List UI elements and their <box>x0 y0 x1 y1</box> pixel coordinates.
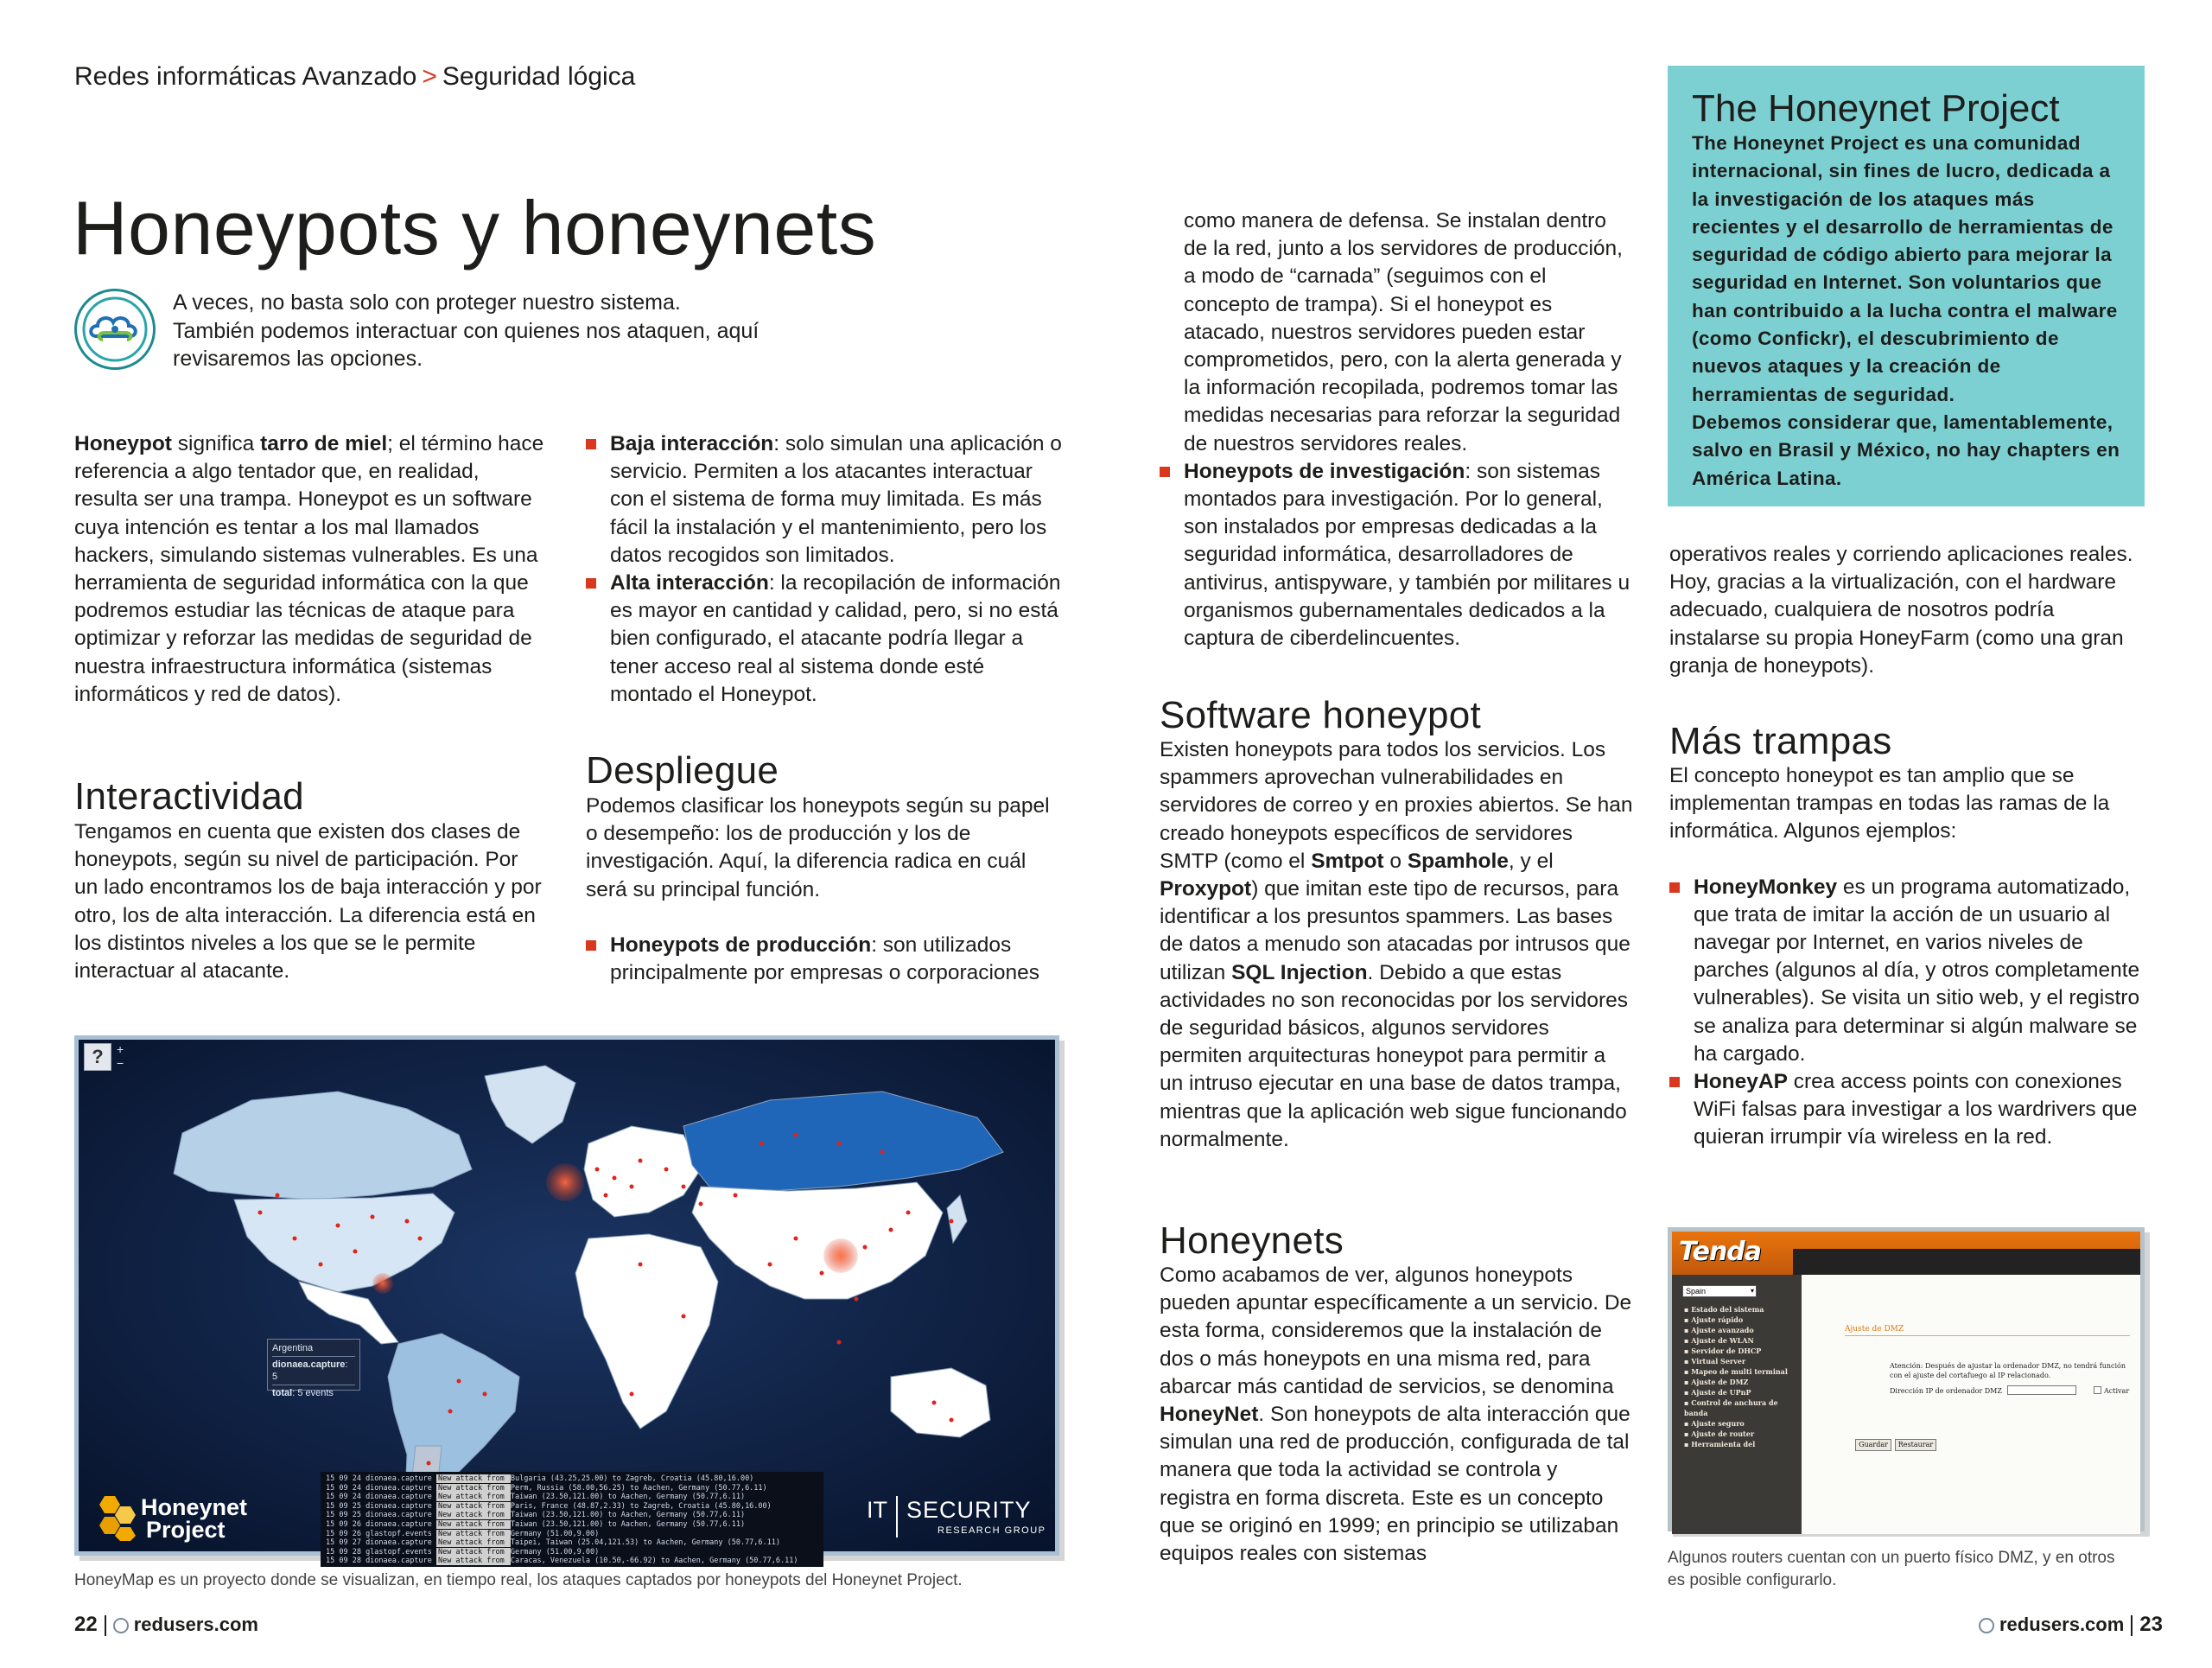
log-time: 15 09 25 <box>326 1511 366 1520</box>
attack-log-row <box>326 1538 818 1548</box>
restaurar-button[interactable]: Restaurar <box>1895 1439 1936 1451</box>
heading-software-honeypot: Software honeypot <box>1160 694 1482 736</box>
log-detail: Germany (51.00,9.00) <box>510 1529 600 1538</box>
breadcrumb-topic: Seguridad lógica <box>442 62 636 91</box>
attack-log-row <box>326 1530 818 1539</box>
sidebar-body: The Honeynet Project es una comunidad internacional, sin fines de lucro, dedicada a la investigación de los ataques más recientes y el desarrollo de herramientas de seguridad de código abierto para mejorar la seguridad en Internet. Son voluntarios que han contribuido a la lucha contra el malware (como Confickr), el descubrimiento de nuevos ataques y la creación de herramientas de seguridad. <box>1692 132 2118 405</box>
language-select[interactable] <box>1682 1285 1757 1297</box>
log-sensor: dionaea.capture <box>365 1519 436 1529</box>
column-1-lower <box>74 818 546 985</box>
guardar-button[interactable]: Guardar <box>1855 1439 1891 1451</box>
text-fragment: es un programa automatizado, que trata de imitar la acción de un usuario al navegar por Internet, en varios niveles de parches (algunos al día, y otros completamente vulnerables). Se visita un sitio web, y el registro se analiza para determinar si algún malware se ha cargado. <box>1694 875 2140 1066</box>
log-event: New attack from <box>437 1483 509 1493</box>
honeycomb-icon <box>92 1494 143 1541</box>
bullet-baja-interaccion <box>586 430 1065 570</box>
router-note: Atención: Después de ajustar la ordenador DMZ, no tendrá función con el ajuste del cortafuego al IP relacionado. <box>1890 1362 2126 1379</box>
router-menu-item[interactable]: ▪ Ajuste seguro <box>1684 1419 1745 1428</box>
tooltip-total-label: total <box>272 1388 293 1398</box>
router-menu-item[interactable]: ▪ Mapeo de multi terminal <box>1684 1367 1788 1376</box>
log-sensor: glastopf.events <box>365 1529 436 1538</box>
map-tooltip <box>267 1339 360 1398</box>
page-number-left: 22 <box>74 1613 98 1636</box>
help-button[interactable]: ? <box>84 1043 111 1071</box>
attack-log-row <box>326 1520 818 1530</box>
heading-mas-trampas: Más trampas <box>1669 720 1892 762</box>
log-time: 15 09 25 <box>326 1501 366 1511</box>
heading-interactividad: Interactividad <box>74 775 304 818</box>
map-caption: HoneyMap es un proyecto donde se visualizan, en tiempo real, los ataques captados por honeypots del Honeynet Project. <box>74 1571 963 1589</box>
term-baja-interaccion: Baja interacción <box>610 432 774 455</box>
router-menu-item[interactable]: ▪ Estado del sistema <box>1684 1305 1764 1314</box>
footer-left <box>74 1613 258 1637</box>
column-3 <box>1160 207 1633 653</box>
log-sensor: dionaea.capture <box>365 1501 436 1511</box>
page-title: Honeypots y honeynets <box>73 185 877 271</box>
log-time: 15 09 28 <box>326 1547 366 1557</box>
zoom-out-button[interactable]: − <box>117 1056 124 1070</box>
honeynet-project-logo <box>92 1491 265 1543</box>
tooltip-total-row <box>272 1387 355 1399</box>
log-event: New attack from <box>437 1547 509 1557</box>
text-fragment: Como acabamos de ver, algunos honeypots pueden apuntar específicamente a un servicio. De esta forma, consideremos que la instalación de dos o más honeypots en una misma red, para abarcar más cantidad de servicios, se denomina <box>1160 1264 1632 1398</box>
language-select-value: Spain <box>1686 1287 1707 1296</box>
footer-site-left: redusers.com <box>133 1614 258 1635</box>
router-menu-item[interactable]: ▪ Ajuste de DMZ <box>1684 1378 1749 1386</box>
sidebar-honeynet-project <box>1668 66 2145 506</box>
attack-log-row <box>326 1557 818 1566</box>
log-event: New attack from <box>437 1529 509 1538</box>
router-menu-item[interactable]: ▪ Ajuste rápido <box>1684 1315 1744 1324</box>
breadcrumb <box>74 62 635 92</box>
attack-hotspot-taiwan <box>823 1238 858 1273</box>
activar-checkbox[interactable] <box>2094 1386 2101 1394</box>
router-menu-item[interactable]: ▪ Ajuste de router <box>1684 1429 1755 1438</box>
footer-divider <box>105 1615 106 1636</box>
text-fragment: : son utilizados principalmente por empresas o corporaciones <box>610 933 1040 985</box>
router-menu-item[interactable]: ▪ Virtual Server <box>1684 1357 1746 1366</box>
text-fragment: significa <box>171 432 261 455</box>
spacer <box>1669 846 2145 874</box>
log-time: 15 09 27 <box>326 1538 366 1548</box>
log-sensor: dionaea.capture <box>365 1483 436 1493</box>
term-honeyap: HoneyAP <box>1694 1070 1788 1094</box>
term-alta-interaccion: Alta interacción <box>610 571 769 595</box>
router-menu-item[interactable]: ▪ Control de anchura de banda <box>1684 1398 1778 1417</box>
zoom-in-button[interactable]: + <box>117 1042 124 1056</box>
term-smtpot: Smtpot <box>1311 849 1384 873</box>
router-screenshot <box>1668 1227 2145 1531</box>
bullet-honeymonkey <box>1669 874 2145 1068</box>
log-event: New attack from <box>437 1519 509 1529</box>
log-detail: Germany (51.00,9.00) <box>510 1547 600 1557</box>
log-detail: Perm, Russia (58.00,56.25) to Aachen, Germany (50.77,6.11) <box>510 1483 767 1493</box>
log-detail: Paris, France (48.87,2.33) to Zagreb, Croatia (45.80,16.00) <box>510 1501 772 1511</box>
it-security-logo <box>867 1496 1052 1546</box>
log-detail: Bulgaria (43.25,25.00) to Zagreb, Croatia (45.80,16.00) <box>510 1474 754 1483</box>
attack-log-row <box>326 1511 818 1520</box>
log-detail: Caracas, Venezuela (10.50,-66.92) to Aachen, Germany (50.77,6.11) <box>510 1557 798 1566</box>
paragraph-despliegue: Podemos clasificar los honeypots según su papel o desempeño: los de producción y los de investigación. Aquí, la diferencia radica en cuál será su principal función. <box>586 794 1050 901</box>
attack-log-row <box>326 1548 818 1557</box>
dmz-ip-label: Dirección IP de ordenador DMZ <box>1890 1387 2002 1395</box>
log-event: New attack from <box>437 1557 509 1566</box>
attack-log-row <box>326 1493 818 1502</box>
tooltip-sensor: dionaea.capture <box>272 1359 346 1370</box>
attack-log[interactable] <box>321 1472 823 1567</box>
logo-line-2: Project <box>146 1517 226 1543</box>
log-event: New attack from <box>437 1474 509 1483</box>
router-panel-title: Ajuste de DMZ <box>1845 1325 1904 1334</box>
term-honeypots-investigacion: Honeypots de investigación <box>1184 459 1465 483</box>
globe-icon <box>113 1618 129 1633</box>
footer-site-right: redusers.com <box>1999 1614 2125 1635</box>
spacer <box>586 904 1065 932</box>
attack-log-row <box>326 1484 818 1493</box>
attack-hotspot-venezuela <box>372 1273 393 1294</box>
log-sensor: dionaea.capture <box>365 1538 436 1548</box>
tooltip-sensor-row <box>272 1359 355 1383</box>
log-time: 15 09 24 <box>326 1493 366 1502</box>
paragraph-honeynets <box>1160 1262 1633 1568</box>
activar-label: Activar <box>2104 1387 2130 1395</box>
term-tarro-de-miel: tarro de miel <box>260 432 388 455</box>
column-3-software <box>1160 736 1633 1154</box>
text-fragment: crea access points con conexiones WiFi falsas para investigar a los wardrivers que quieran irrumpir vía wireless en la red. <box>1694 1070 2138 1149</box>
tooltip-divider <box>272 1356 355 1357</box>
router-caption: Algunos routers cuentan con un puerto físico DMZ, y en otros es posible configurarlo. <box>1668 1549 2115 1589</box>
log-detail: Taipei, Taiwan (25.04,121.53) to Aachen, Germany (50.77,6.11) <box>510 1538 781 1548</box>
router-header-bar <box>1793 1249 2140 1275</box>
router-menu-item[interactable]: ▪ Ajuste de WLAN <box>1684 1336 1754 1345</box>
text-fragment: : la recopilación de información es mayor en cantidad y calidad, pero, si no está bien configurado, el atacante podría llegar a tener acceso real al sistema donde esté montado el Honeypot. <box>610 571 1061 706</box>
log-sensor: glastopf.events <box>365 1547 436 1557</box>
cloud-network-icon <box>74 289 156 370</box>
globe-icon <box>1979 1618 1994 1633</box>
log-detail: Taiwan (23.50,121.00) to Aachen, Germany (50.77,6.11) <box>510 1511 746 1520</box>
breadcrumb-separator: > <box>422 62 437 91</box>
term-proxypot: Proxypot <box>1160 877 1252 901</box>
logo-divider <box>896 1496 898 1537</box>
column-3-honeynets <box>1160 1262 1633 1568</box>
text-fragment: Existen honeypots para todos los servicios. Los spammers aprovechan vulnerabilidades en servidores de correo y en proxies abiertos. Se han creado honeypots específicos de servidores SMTP (como el <box>1160 738 1633 873</box>
text-fragment: ; el término hace referencia a algo tentador que, en realidad, resulta ser una trampa. Honeypot es un software cuya intención es tentar a los mal llamados hackers, simulando sistemas vulnerables. Es una herramienta de seguridad informática con la que podremos estudiar las técnicas de ataque para optimizar y reforzar las medidas de seguridad de nuestra infraestructura informática (sistemas informáticos y red de datos). <box>74 432 544 706</box>
column-2-lower <box>586 793 1065 987</box>
text-fragment: , y el <box>1508 849 1554 873</box>
paragraph-software <box>1160 736 1633 1154</box>
logo-security: SECURITY <box>906 1497 1032 1523</box>
bullet-honeypots-produccion <box>586 932 1065 987</box>
attack-hotspot-germany <box>546 1163 584 1201</box>
bullet-honeyap <box>1669 1068 2145 1152</box>
paragraph-produccion-cont: como manera de defensa. Se instalan dentro de la red, junto a los servidores de producción, a modo de “carnada” (seguimos con el concepto de trampa). Si el honeypot es atacado, nuestros servidores pueden estar comprometidos, pero, con la alerta generada y la información recopilada, podremos tomar las medidas necesarias para reforzar la seguridad de nuestros servidores reales. <box>1184 209 1623 455</box>
paragraph-honeypot <box>74 430 546 709</box>
log-detail: Taiwan (23.50,121.00) to Aachen, Germany (50.77,6.11) <box>510 1493 746 1502</box>
log-time: 15 09 28 <box>326 1557 366 1566</box>
log-detail: Taiwan (23.50,121.00) to Aachen, Germany (50.77,6.11) <box>510 1519 746 1529</box>
text-fragment: . Son honeypots de alta interacción que simulan una red de producción, configurada de tal manera que toda la actividad se controla y registra en forma discreta. Este es un concepto que se originó en 1999; en principio se utilizaban equipos reales con sistemas <box>1160 1403 1630 1566</box>
router-menu <box>1684 1304 1798 1449</box>
tooltip-country: Argentina <box>272 1343 314 1353</box>
log-time: 15 09 24 <box>326 1483 366 1493</box>
paragraph-mas-trampas: El concepto honeypot es tan amplio que se implementan trampas en todas las ramas de la informática. Algunos ejemplos: <box>1669 764 2110 844</box>
router-content <box>1802 1275 2140 1534</box>
chevron-down-icon: ▾ <box>1750 1287 1754 1295</box>
term-spamhole: Spamhole <box>1407 849 1509 873</box>
log-sensor: dionaea.capture <box>365 1511 436 1520</box>
log-event: New attack from <box>437 1538 509 1548</box>
column-4-lower <box>1669 762 2145 1152</box>
attack-log-row <box>326 1474 818 1484</box>
logo-it: IT <box>867 1497 887 1523</box>
breadcrumb-section: Redes informáticas Avanzado <box>74 62 417 91</box>
column-4 <box>1669 541 2145 680</box>
term-honeymonkey: HoneyMonkey <box>1694 875 1838 899</box>
honeymap-screenshot <box>74 1035 1059 1566</box>
tooltip-total-value: : 5 events <box>292 1388 334 1398</box>
router-menu-item[interactable]: ▪ Ajuste de UPnP <box>1684 1388 1751 1397</box>
router-menu-item[interactable]: ▪ Ajuste avanzado <box>1684 1326 1754 1334</box>
log-time: 15 09 26 <box>326 1529 366 1538</box>
log-event: New attack from <box>437 1511 509 1520</box>
logo-line-1: Honeynet <box>141 1494 248 1520</box>
router-menu-item[interactable]: ▪ Herramienta del <box>1684 1440 1756 1448</box>
term-honeypot: Honeypot <box>74 432 172 455</box>
column-2 <box>586 430 1065 709</box>
bullet-alta-interaccion <box>586 570 1065 709</box>
text-fragment: . Debido a que estas actividades no son reconocidas por los servidores de seguridad básicos, algunos servidores permiten arquitecturas honeypot para permitir a un intruso ejecutar en una base de datos trampa, mientras que la aplicación web sigue funcionando normalmente. <box>1160 960 1629 1151</box>
router-menu-item[interactable]: ▪ Servidor de DHCP <box>1684 1346 1762 1355</box>
log-time: 15 09 24 <box>326 1474 366 1483</box>
intro-text: A veces, no basta solo con proteger nuestro sistema. También podemos interactuar con quienes nos ataquen, aquí revisaremos las opciones. <box>173 290 760 371</box>
footer-right <box>1979 1613 2163 1637</box>
router-title-rule <box>1845 1335 2130 1336</box>
paragraph-interactividad: Tengamos en cuenta que existen dos clases de honeypots, según su nivel de participación. Por un lado encontramos los de baja interacción y por otro, los de alta interacción. La diferencia está en los distintos niveles a los que se le permite interactuar al atacante. <box>74 820 542 984</box>
sidebar-body-2: Debemos considerar que, lamentablemente, salvo en Brasil y México, no hay chapters en América Latina. <box>1692 411 2120 489</box>
log-time: 15 09 26 <box>326 1519 366 1529</box>
term-honeynet: HoneyNet <box>1160 1403 1259 1427</box>
footer-divider <box>2131 1615 2133 1636</box>
heading-despliegue: Despliegue <box>586 749 779 792</box>
attack-log-row <box>326 1502 818 1512</box>
text-fragment: : solo simulan una aplicación o servicio. Permiten a los atacantes interactuar con el sistema de forma muy limitada. Es más fácil la instalación y el mantenimiento, pero los datos recogidos son limitados. <box>610 432 1062 567</box>
column-1 <box>74 430 546 709</box>
router-brand-logo: Tenda <box>1679 1237 1762 1267</box>
page-number-right: 23 <box>2139 1613 2163 1636</box>
paragraph-honeyfarm: operativos reales y corriendo aplicaciones reales. Hoy, gracias a la virtualización, con el hardware adecuado, cualquiera de nosotros podría instalarse su propia HoneyFarm (como una gran granja de honeypots). <box>1669 543 2133 678</box>
term-honeypots-produccion: Honeypots de producción <box>610 933 872 957</box>
logo-research-group: RESEARCH GROUP <box>938 1525 1046 1536</box>
heading-honeynets: Honeynets <box>1160 1219 1344 1262</box>
tooltip-sensor-value: : 5 <box>272 1359 348 1382</box>
log-sensor: dionaea.capture <box>365 1474 436 1483</box>
term-sql-injection: SQL Injection <box>1231 960 1368 984</box>
text-fragment: ) que imitan este tipo de recursos, para identificar a los presuntos spammers. Las bases de datos a menudo son atacadas por intrusos que utilizan <box>1160 877 1630 984</box>
dmz-ip-input[interactable] <box>2007 1385 2076 1395</box>
log-sensor: dionaea.capture <box>365 1493 436 1502</box>
text-fragment: o <box>1383 849 1408 873</box>
bullet-honeypots-investigacion <box>1160 458 1633 653</box>
log-event: New attack from <box>437 1501 509 1511</box>
text-fragment: : son sistemas montados para investigación. Por lo general, son instalados por empresas dedicadas a la seguridad informática, desarrolladores de antivirus, antispyware, y también por militares u organismos gubernamentales dedicados a la captura de ciberdelincuentes. <box>1184 459 1630 651</box>
log-sensor: dionaea.capture <box>365 1557 436 1566</box>
sidebar-title: The Honeynet Project <box>1692 87 2060 130</box>
log-event: New attack from <box>437 1493 509 1502</box>
